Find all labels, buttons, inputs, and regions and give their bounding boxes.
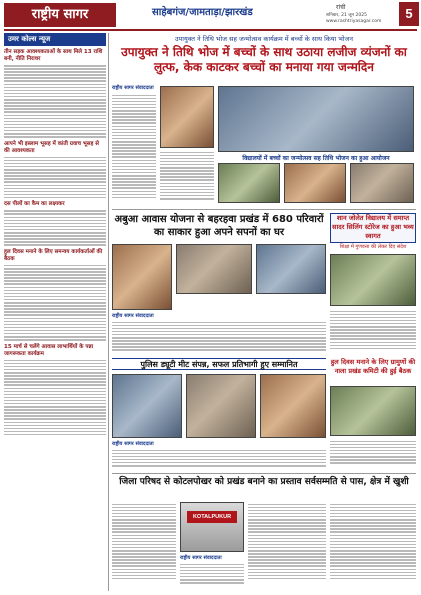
- left-column-title: उमर कोल्स न्यूज: [4, 33, 106, 46]
- kotal-body-text-4: [330, 502, 416, 590]
- lead-photo-2[interactable]: [218, 163, 280, 203]
- left-story-headline-4[interactable]: हुल दिवस मनाने के लिए समन्वय कार्यकर्ताओं की बैठक: [4, 248, 103, 262]
- awas-photo-2[interactable]: [176, 244, 252, 294]
- awas-byline: राष्ट्रीय सागर संवाददाता: [112, 313, 154, 319]
- police-byline: राष्ट्रीय सागर संवाददाता: [112, 441, 154, 447]
- hul-photo[interactable]: [330, 386, 416, 436]
- left-story-body-2: [4, 157, 106, 199]
- left-story-headline-2[interactable]: आपने भी इस्लाम भूसह में कांती ग्रवाच भूसह से की आवश्यकता: [4, 140, 99, 154]
- masthead: [0, 0, 421, 30]
- police-headline[interactable]: पुलिस ड्यूटी मीट संपन्न, सफल प्रतिभागी हुए सम्मानित: [112, 358, 326, 370]
- lead-body-text: [112, 93, 156, 205]
- lead-byline: राष्ट्रीय सागर संवाददाता: [112, 85, 154, 91]
- kotal-sign-photo[interactable]: [180, 502, 244, 552]
- website-url[interactable]: www.rashtriyasagar.com: [326, 19, 382, 24]
- kotal-body-text-2: [180, 562, 244, 590]
- lead-photo-caption: विद्यालयों में बच्चों का जन्मोत्सव सह तिथि भोजन का हुआ आयोजन: [242, 155, 390, 162]
- lead-photo-3[interactable]: [284, 163, 346, 203]
- hul-body-text: [330, 439, 416, 470]
- issue-date: शनिवार, 21 जून 2025: [326, 13, 367, 18]
- lead-photo-main[interactable]: [218, 86, 414, 152]
- kotal-body-text-3: [248, 502, 326, 590]
- left-story-headline-5[interactable]: 15 मार्च से चलेंगे आवास लाभार्थियों के पन्ना जागरूकता कार्यक्रम: [4, 343, 94, 357]
- awas-photo-3[interactable]: [256, 244, 326, 294]
- side-story-headline[interactable]: शान जोलेत विद्यालय में समाप्त सादर सिलिंग स्टोरेज का हुआ भव्य स्वागत: [332, 214, 414, 240]
- left-story-headline-1[interactable]: तीन सड़क आवश्यकताओं के साथ मिले 13 राशि बनी, नीति निराधर: [4, 49, 103, 62]
- lead-body-text-2: [160, 150, 214, 205]
- awas-photo-1[interactable]: [112, 244, 172, 310]
- side-story-subhead: शिक्षा में गुणवत्ता की लेकर दिए संदेश: [339, 244, 407, 250]
- left-story-headline-3[interactable]: दस पीलों का कैम का लक्ष्यकर: [4, 201, 65, 208]
- left-story-body-1: [4, 65, 106, 138]
- hul-headline[interactable]: हुल दिवस मनाने के लिए ग्रामुणों की नाला प्रखंड कमिटी की हुई बैठक: [330, 358, 416, 375]
- kotal-byline: राष्ट्रीय सागर संवाददाता: [180, 555, 222, 561]
- masthead-rule: [4, 29, 417, 31]
- left-story-body-4: [4, 265, 106, 341]
- lead-kicker: उपायुक्त ने तिथि भोज सह जन्मोत्सव कार्यक्रम में बच्चों के साथ किया भोजन: [175, 35, 353, 43]
- left-story-body-5: [4, 360, 106, 436]
- lead-photo-1[interactable]: [160, 86, 214, 148]
- edition-title: साहेबगंज/जामताड़ा/झारखंड: [152, 7, 253, 18]
- newspaper-brand: राष्ट्रीय सागर: [4, 3, 116, 27]
- police-photo-2[interactable]: [186, 374, 256, 438]
- section-divider: [112, 209, 416, 210]
- page-number: 5: [399, 2, 419, 26]
- awas-body-text: [112, 320, 326, 354]
- left-column: [4, 33, 106, 591]
- left-story-body-3: [4, 210, 106, 246]
- column-divider: [108, 33, 109, 591]
- kotal-headline[interactable]: जिला परिषद से कोटलपोखर को प्रखंड बनाने का प्रस्ताव सर्वसम्मति से पास, क्षेत्र में खुशी: [119, 477, 409, 487]
- kotal-signboard: KOTALPUKUR: [187, 511, 237, 523]
- lead-photo-4[interactable]: [350, 163, 414, 203]
- awas-headline[interactable]: अबुआ आवास योजना से बहरहवा प्रखंड में 680 परिवारों का साकार हुआ अपने सपनों का घर: [114, 214, 324, 238]
- police-body-text: [112, 448, 326, 470]
- police-photo-1[interactable]: [112, 374, 182, 438]
- lead-headline[interactable]: उपायुक्त ने तिथि भोज में बच्चों के साथ उठाया लजीज व्यंजनों का लुत्फ, केक काटकर बच्चों का मनाया गया जन्मदिन: [121, 45, 407, 74]
- police-photo-3[interactable]: [260, 374, 326, 438]
- side-story-photo[interactable]: [330, 254, 416, 306]
- side-story-body: [330, 309, 416, 354]
- section-divider-2: [112, 473, 416, 474]
- edition-city: रांची: [336, 4, 346, 11]
- kotal-body-text-1: [112, 502, 176, 590]
